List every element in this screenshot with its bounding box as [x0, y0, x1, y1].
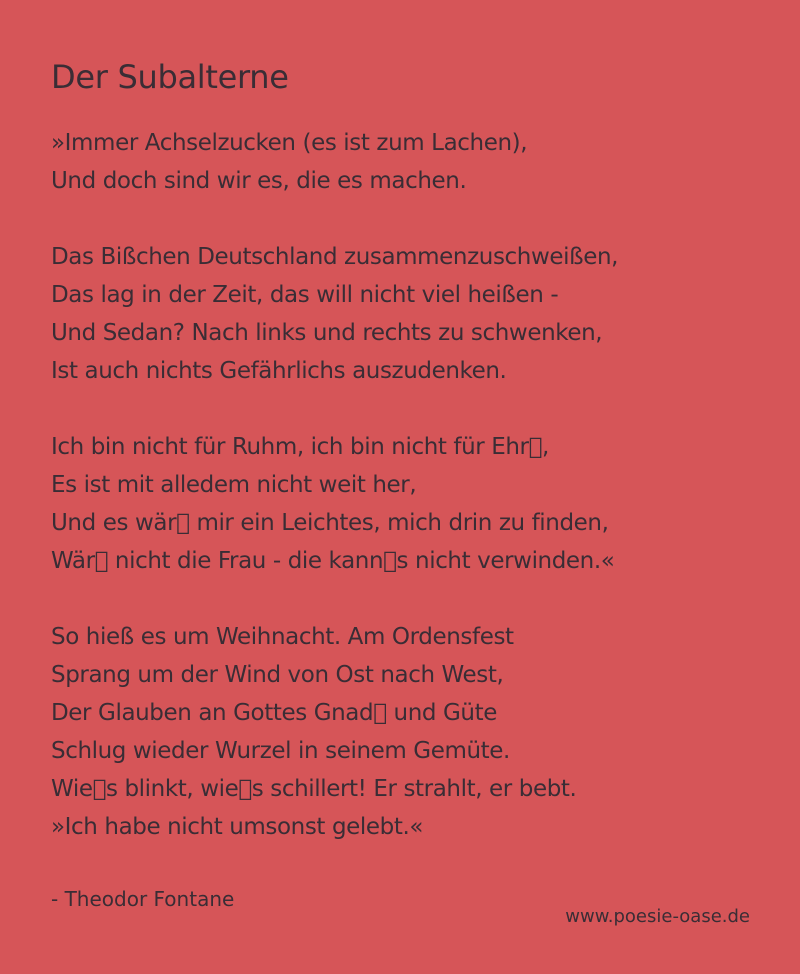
poem-line: Ist auch nichts Gefährlichs auszudenken. — [51, 358, 507, 384]
poem-line: Ich bin nicht für Ruhm, ich bin nicht für Ehr , — [51, 434, 549, 460]
poem-line: Der Glauben an Gottes Gnad  und Güte — [51, 700, 497, 726]
poem-title: Der Subalterne — [51, 58, 289, 96]
poem-line: Es ist mit alledem nicht weit her, — [51, 472, 417, 498]
stanza-2 — [51, 238, 771, 390]
poem-line: Und es wär  mir ein Leichtes, mich drin zu finden, — [51, 510, 609, 536]
poem-author: - Theodor Fontane — [51, 887, 235, 911]
site-url: www.poesie-oase.de — [565, 906, 750, 927]
poem-line: »Immer Achselzucken (es ist zum Lachen), — [51, 130, 528, 156]
poem-line: Wie s blinkt, wie s schillert! Er strahlt, er bebt. — [51, 776, 577, 802]
poem-line: Das lag in der Zeit, das will nicht viel heißen - — [51, 282, 559, 308]
poem-line: Das Bißchen Deutschland zusammenzuschweißen, — [51, 244, 619, 270]
poem-line: Wär  nicht die Frau - die kann s nicht verwinden.« — [51, 548, 615, 574]
poem-line: So hieß es um Weihnacht. Am Ordensfest — [51, 624, 514, 650]
poem-line: »Ich habe nicht umsonst gelebt.« — [51, 814, 424, 840]
poem-line: Und doch sind wir es, die es machen. — [51, 168, 467, 194]
poem-line: Sprang um der Wind von Ost nach West, — [51, 662, 504, 688]
poem-line: Und Sedan? Nach links und rechts zu schwenken, — [51, 320, 603, 346]
stanza-3 — [51, 428, 771, 580]
poem-card — [51, 52, 771, 914]
stanza-4 — [51, 618, 771, 846]
stanza-1 — [51, 124, 771, 200]
poem-line: Schlug wieder Wurzel in seinem Gemüte. — [51, 738, 510, 764]
